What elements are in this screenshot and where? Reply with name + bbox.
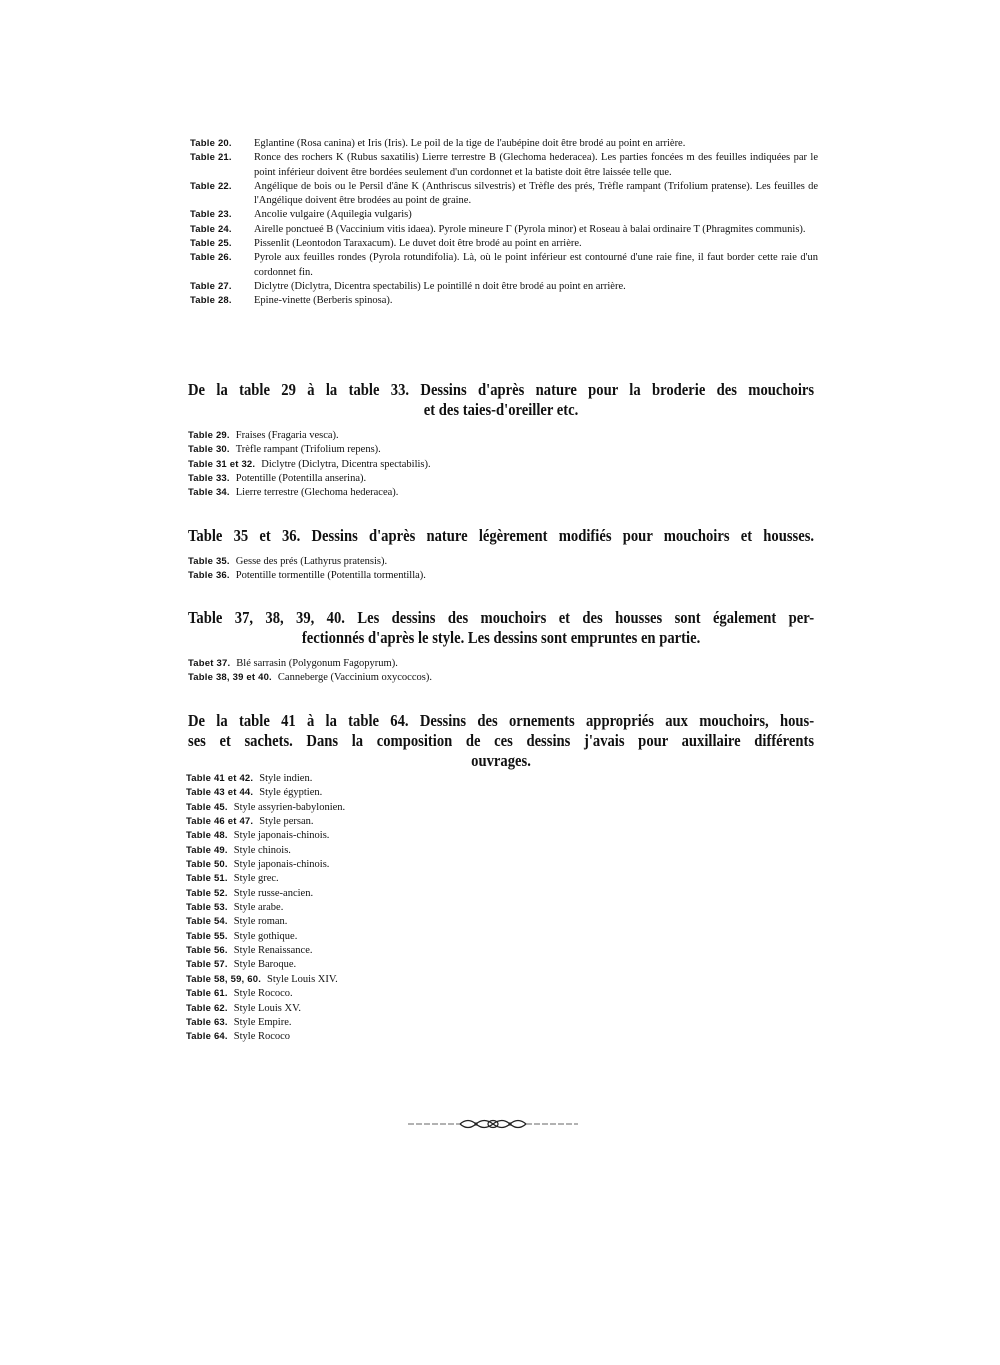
entry-text: Angélique de bois ou le Persil d'âne K (Anthriscus silvestris) et Trèfle des prés, Trèfle rampant (Trifolium pratense). Les feuilles de l'Angélique doivent être brodées au point de graine. xyxy=(254,180,818,207)
entry-text: Style grec. xyxy=(233,873,279,885)
entry-text: Style assyrien-babylonien. xyxy=(233,801,346,813)
entry-text: Pissenlit (Leontodon Taraxacum). Le duvet doit être brodé au point en arrière. xyxy=(254,238,582,250)
entry-text: Style japonais-chinois. xyxy=(233,830,330,842)
entry-text: Fraises (Fragaria vesca). xyxy=(235,430,339,441)
list-item xyxy=(190,180,818,209)
list-item xyxy=(186,801,345,815)
entry-text: Diclytre (Diclytra, Dicentra spectabilis). xyxy=(261,458,431,470)
list-item xyxy=(186,901,345,915)
heading-line: Table 35 et 36. Dessins d'après nature légèrement modifiés pour mouchoirs et housses. xyxy=(188,526,815,545)
entry-text: Style Rococo xyxy=(233,1031,291,1043)
entry-label: Table 49. xyxy=(186,844,228,856)
entry-text: Potentille tormentille (Potentilla tormentilla). xyxy=(235,570,426,582)
entry-label: Table 55. xyxy=(186,930,228,942)
entry-label: Table 58, 59, 60. xyxy=(186,973,262,985)
entry-text: Airelle ponctueé B (Vaccinium vitis idaea). Pyrole mineure Γ (Pyrola minor) et Roseau à balai ordinaire T (Phragmites communis). xyxy=(254,223,806,235)
section-heading xyxy=(188,711,814,771)
entry-text: Epine-vinette (Berberis spinosa). xyxy=(254,295,393,307)
entry-text: Lierre terrestre (Glechoma hederacea). xyxy=(235,487,399,499)
list-item xyxy=(186,1016,345,1030)
list-item xyxy=(188,472,431,486)
entry-text: Style Baroque. xyxy=(233,959,297,971)
list-item xyxy=(186,958,345,972)
section-heading xyxy=(188,526,814,546)
entry-label: Table 48. xyxy=(186,830,228,842)
entry-label: Table 57. xyxy=(186,959,228,971)
list-item xyxy=(190,151,818,180)
section-d-list xyxy=(188,657,432,686)
entry-label: Table 24. xyxy=(190,223,232,235)
list-item xyxy=(188,458,431,472)
heading-line: fectionnés d'après le style. Les dessins sont empruntes en partie. xyxy=(301,628,701,647)
entry-text: Trèfle rampant (Trifolium repens). xyxy=(235,444,381,456)
entry-label: Table 64. xyxy=(186,1031,228,1043)
section-c-list xyxy=(188,555,426,584)
entry-label: Table 21. xyxy=(190,152,232,164)
entry-label: Table 41 et 42. xyxy=(186,773,254,784)
list-item xyxy=(190,208,818,222)
list-item xyxy=(188,443,431,457)
entry-label: Table 45. xyxy=(186,801,228,813)
list-item xyxy=(188,657,432,671)
entry-text: Style Louis XV. xyxy=(233,1002,301,1014)
list-item xyxy=(188,671,432,685)
list-item xyxy=(190,223,818,237)
list-item xyxy=(186,872,345,886)
entry-label: Table 23. xyxy=(190,209,232,221)
entry-text: Style indien. xyxy=(259,773,313,784)
entry-text: Diclytre (Diclytra, Dicentra spectabilis) Le pointillé n doit être brodé au point en arrière. xyxy=(254,280,626,292)
list-item xyxy=(186,1030,345,1044)
list-item xyxy=(190,280,818,294)
list-item xyxy=(186,930,345,944)
entry-label: Table 50. xyxy=(186,859,228,871)
section-heading xyxy=(188,608,814,648)
list-item xyxy=(186,786,345,800)
entry-label: Table 31 et 32. xyxy=(188,458,256,470)
entry-label: Table 35. xyxy=(188,556,230,567)
entry-text: Style Louis XIV. xyxy=(267,973,338,985)
list-item xyxy=(190,137,818,151)
entry-text: Style Empire. xyxy=(233,1016,292,1028)
list-item xyxy=(186,987,345,1001)
section-e-list xyxy=(186,772,345,1045)
list-item xyxy=(186,1002,345,1016)
entry-text: Style russe-ancien. xyxy=(233,887,314,899)
entry-label: Tabet 37. xyxy=(188,658,231,669)
heading-line: De la table 41 à la table 64. Dessins des ornements appropriés aux mouchoirs, hous- xyxy=(188,711,815,730)
heading-line: Table 37, 38, 39, 40. Les dessins des mouchoirs et des housses sont également per- xyxy=(188,608,815,627)
list-item xyxy=(188,555,426,569)
list-item xyxy=(188,569,426,583)
entry-label: Table 29. xyxy=(188,430,230,441)
list-item xyxy=(186,772,345,786)
entry-label: Table 30. xyxy=(188,444,230,456)
entry-text: Style égyptien. xyxy=(259,787,323,799)
entry-label: Table 46 et 47. xyxy=(186,816,254,828)
entry-text: Style gothique. xyxy=(233,930,298,942)
entry-label: Table 28. xyxy=(190,295,232,307)
list-item xyxy=(188,486,431,500)
heading-line: ses et sachets. Dans la composition de ces dessins j'avais pour auxillaire différents xyxy=(188,731,815,750)
list-item xyxy=(186,829,345,843)
entry-text: Potentille (Potentilla anserina). xyxy=(235,473,367,485)
entry-text: Gesse des prés (Lathyrus pratensis). xyxy=(235,556,388,567)
heading-line: et des taies-d'oreiller etc. xyxy=(423,400,579,419)
entry-text: Canneberge (Vaccinium oxycoccos). xyxy=(277,672,432,684)
entry-label: Table 51. xyxy=(186,873,228,885)
entry-label: Table 33. xyxy=(188,473,230,485)
entry-text: Pyrole aux feuilles rondes (Pyrola rotundifolia). Là, où le point inférieur est contourné d'une raie fine, il faut border cette raie d'un cordonnet fin. xyxy=(254,252,818,278)
entry-label: Table 61. xyxy=(186,988,228,1000)
entry-label: Table 22. xyxy=(190,180,232,192)
list-item xyxy=(186,973,345,987)
entry-text: Style japonais-chinois. xyxy=(233,859,330,871)
list-item xyxy=(186,858,345,872)
entry-label: Table 63. xyxy=(186,1016,228,1028)
entry-label: Table 56. xyxy=(186,945,228,957)
list-item xyxy=(186,944,345,958)
list-item xyxy=(186,844,345,858)
entry-label: Table 20. xyxy=(190,138,232,149)
section-b-list xyxy=(188,429,431,501)
entry-label: Table 43 et 44. xyxy=(186,787,254,799)
list-item xyxy=(186,887,345,901)
entry-label: Table 36. xyxy=(188,570,230,582)
list-item xyxy=(188,429,431,443)
entry-text: Style Renaissance. xyxy=(233,945,313,957)
entry-text: Style persan. xyxy=(259,816,314,828)
entry-text: Style roman. xyxy=(233,916,288,928)
ornament-divider-icon xyxy=(408,1114,578,1134)
entry-text: Ronce des rochers K (Rubus saxatilis) Lierre terrestre B (Glechoma hederacea). Les parties foncées m des feuilles indiquées par le point inférieur doivent être bordées seulement d'un cordonnet et la batiste doit être laissée telle que. xyxy=(254,152,818,178)
entry-text: Eglantine (Rosa canina) et Iris (Iris). Le poil de la tige de l'aubépine doit être brodé au point en arrière. xyxy=(254,138,686,149)
list-item xyxy=(190,294,818,308)
heading-line: De la table 29 à la table 33. Dessins d'après nature pour la broderie des mouchoirs xyxy=(188,380,815,399)
entry-label: Table 53. xyxy=(186,902,228,914)
entry-label: Table 27. xyxy=(190,280,232,292)
entry-label: Table 62. xyxy=(186,1002,228,1014)
heading-line: ouvrages. xyxy=(471,751,531,770)
list-item xyxy=(186,915,345,929)
list-item xyxy=(190,237,818,251)
list-item xyxy=(190,251,818,280)
entry-text: Style chinois. xyxy=(233,844,291,856)
entry-label: Table 38, 39 et 40. xyxy=(188,672,272,684)
section-heading xyxy=(188,380,814,420)
entry-label: Table 26. xyxy=(190,252,232,264)
entry-label: Table 25. xyxy=(190,238,232,250)
entry-text: Style Rococo. xyxy=(233,988,293,1000)
entry-label: Table 54. xyxy=(186,916,228,928)
entry-label: Table 34. xyxy=(188,487,230,499)
entry-label: Table 52. xyxy=(186,887,228,899)
entry-text: Ancolie vulgaire (Aquilegia vulgaris) xyxy=(254,209,412,221)
entry-text: Style arabe. xyxy=(233,902,284,914)
entry-text: Blé sarrasin (Polygonum Fagopyrum). xyxy=(236,658,398,669)
section-a-list xyxy=(190,137,818,309)
list-item xyxy=(186,815,345,829)
